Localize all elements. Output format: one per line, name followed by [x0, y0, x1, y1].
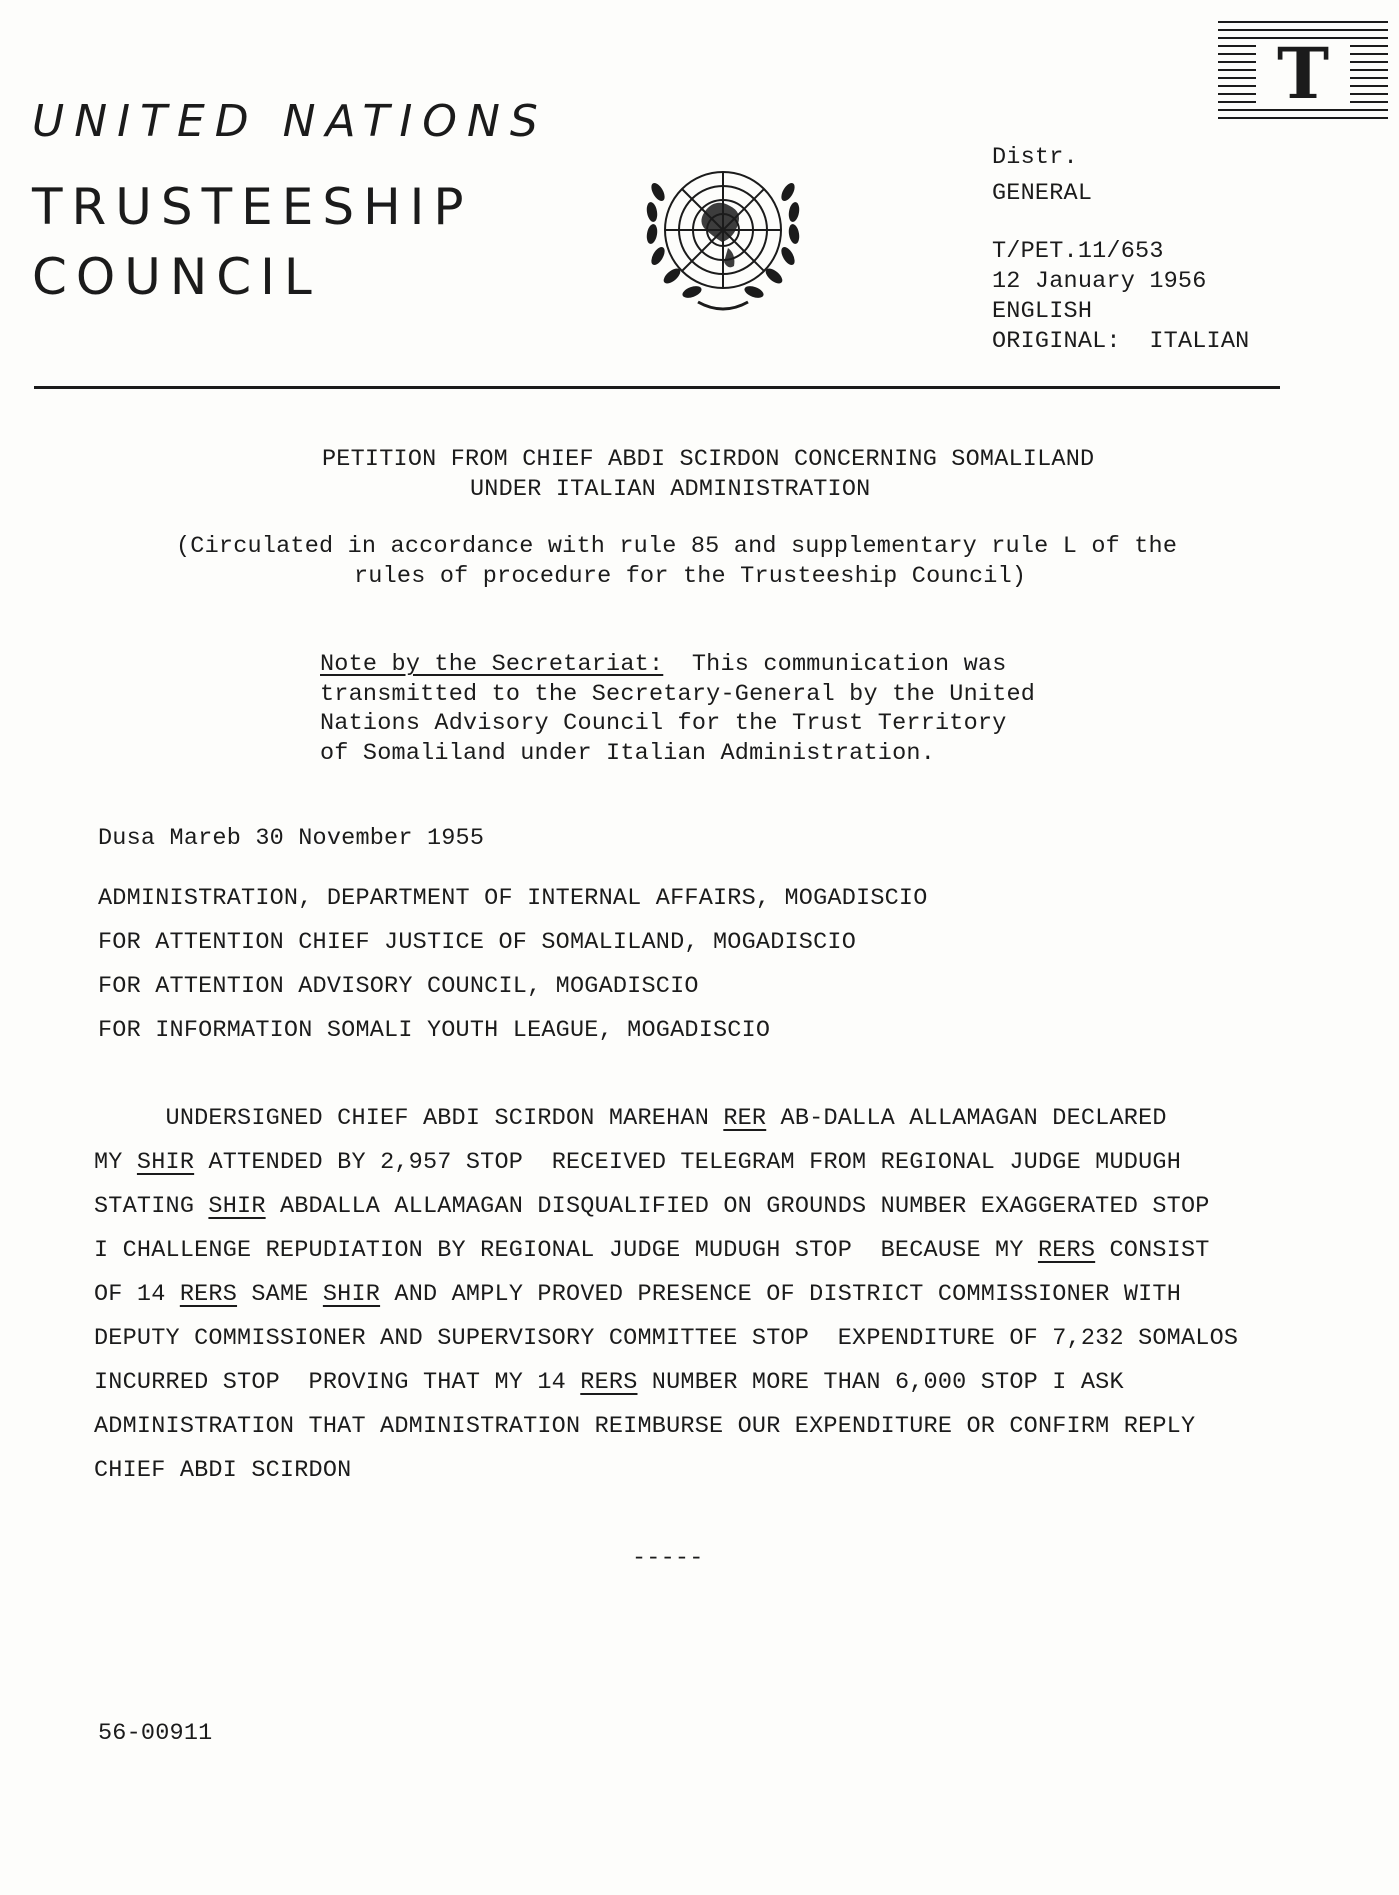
- underlined-term: SHIR: [136, 1149, 195, 1176]
- letter-body-line: I CHALLENGE REPUDIATION BY REGIONAL JUDGE MUDUGH STOP BECAUSE MY RERS CONSIST: [94, 1237, 1210, 1264]
- end-separator: -----: [632, 1545, 704, 1572]
- original-value: ITALIAN: [1149, 328, 1250, 355]
- secretariat-note-line-2: transmitted to the Secretary-General by the United: [320, 680, 1036, 708]
- council-title-line-2: COUNCIL: [32, 248, 321, 306]
- un-emblem-icon: [628, 152, 818, 322]
- addressee-line: ADMINISTRATION, DEPARTMENT OF INTERNAL AFFAIRS, MOGADISCIO: [98, 885, 928, 912]
- addressee-line: FOR ATTENTION CHIEF JUSTICE OF SOMALILAND, MOGADISCIO: [98, 929, 857, 956]
- letter-body-line: DEPUTY COMMISSIONER AND SUPERVISORY COMMITTEE STOP EXPENDITURE OF 7,232 SOMALOS: [94, 1325, 1239, 1352]
- secretariat-note: [320, 650, 1035, 768]
- underlined-term: SHIR: [322, 1281, 381, 1308]
- petition-title-line-1: PETITION FROM CHIEF ABDI SCIRDON CONCERNING SOMALILAND: [322, 446, 1095, 473]
- circulation-note-line-2: rules of procedure for the Trusteeship Council): [354, 563, 1027, 590]
- letter-body-line: UNDERSIGNED CHIEF ABDI SCIRDON MAREHAN RER AB-DALLA ALLAMAGAN DECLARED: [94, 1105, 1167, 1132]
- letter-body-line: INCURRED STOP PROVING THAT MY 14 RERS NUMBER MORE THAN 6,000 STOP I ASK: [94, 1369, 1124, 1396]
- document-language: ENGLISH: [992, 298, 1093, 325]
- letter-body-line: OF 14 RERS SAME SHIR AND AMPLY PROVED PRESENCE OF DISTRICT COMMISSIONER WITH: [94, 1281, 1182, 1308]
- petition-title-line-2: UNDER ITALIAN ADMINISTRATION: [470, 476, 871, 503]
- letter-place-date: Dusa Mareb 30 November 1955: [98, 825, 485, 852]
- underlined-term: RERS: [580, 1369, 638, 1396]
- addressee-line: FOR INFORMATION SOMALI YOUTH LEAGUE, MOGADISCIO: [98, 1017, 771, 1044]
- original-label: ORIGINAL:: [992, 328, 1121, 355]
- underlined-term: RERS: [1037, 1237, 1096, 1264]
- letter-body-line: STATING SHIR ABDALLA ALLAMAGAN DISQUALIFIED ON GROUNDS NUMBER EXAGGERATED STOP: [94, 1193, 1210, 1220]
- circulation-note-line-1: (Circulated in accordance with rule 85 and supplementary rule L of the: [176, 533, 1178, 560]
- document-date: 12 January 1956: [992, 268, 1207, 295]
- secretariat-note-line-3: Nations Advisory Council for the Trust Territory: [320, 710, 1007, 737]
- document-number: 56-00911: [98, 1720, 213, 1747]
- secretariat-note-label: Note by the Secretariat:: [320, 651, 664, 678]
- secretariat-note-line-1: This communication was: [663, 651, 1007, 678]
- distr-label: Distr.: [992, 144, 1078, 171]
- trusteeship-t-symbol-icon: [1218, 16, 1388, 126]
- document-symbol: T/PET.11/653: [992, 238, 1164, 265]
- letter-signature: CHIEF ABDI SCIRDON: [94, 1457, 352, 1484]
- underlined-term: RERS: [179, 1281, 238, 1308]
- distr-value: GENERAL: [992, 180, 1093, 207]
- council-title-line-1: TRUSTEESHIP: [32, 178, 473, 236]
- t-symbol-letter: T: [1276, 32, 1330, 115]
- header-divider: [34, 386, 1280, 389]
- secretariat-note-line-4: of Somaliland under Italian Administration.: [320, 739, 935, 767]
- org-title: UNITED NATIONS: [32, 96, 548, 147]
- letter-body-line: MY SHIR ATTENDED BY 2,957 STOP RECEIVED TELEGRAM FROM REGIONAL JUDGE MUDUGH: [94, 1149, 1181, 1176]
- underlined-term: SHIR: [208, 1193, 266, 1220]
- underlined-term: RER: [723, 1105, 767, 1132]
- addressee-line: FOR ATTENTION ADVISORY COUNCIL, MOGADISCIO: [98, 973, 699, 1000]
- original-language-line: [992, 328, 1249, 355]
- letter-body-line: ADMINISTRATION THAT ADMINISTRATION REIMBURSE OUR EXPENDITURE OR CONFIRM REPLY: [94, 1413, 1196, 1440]
